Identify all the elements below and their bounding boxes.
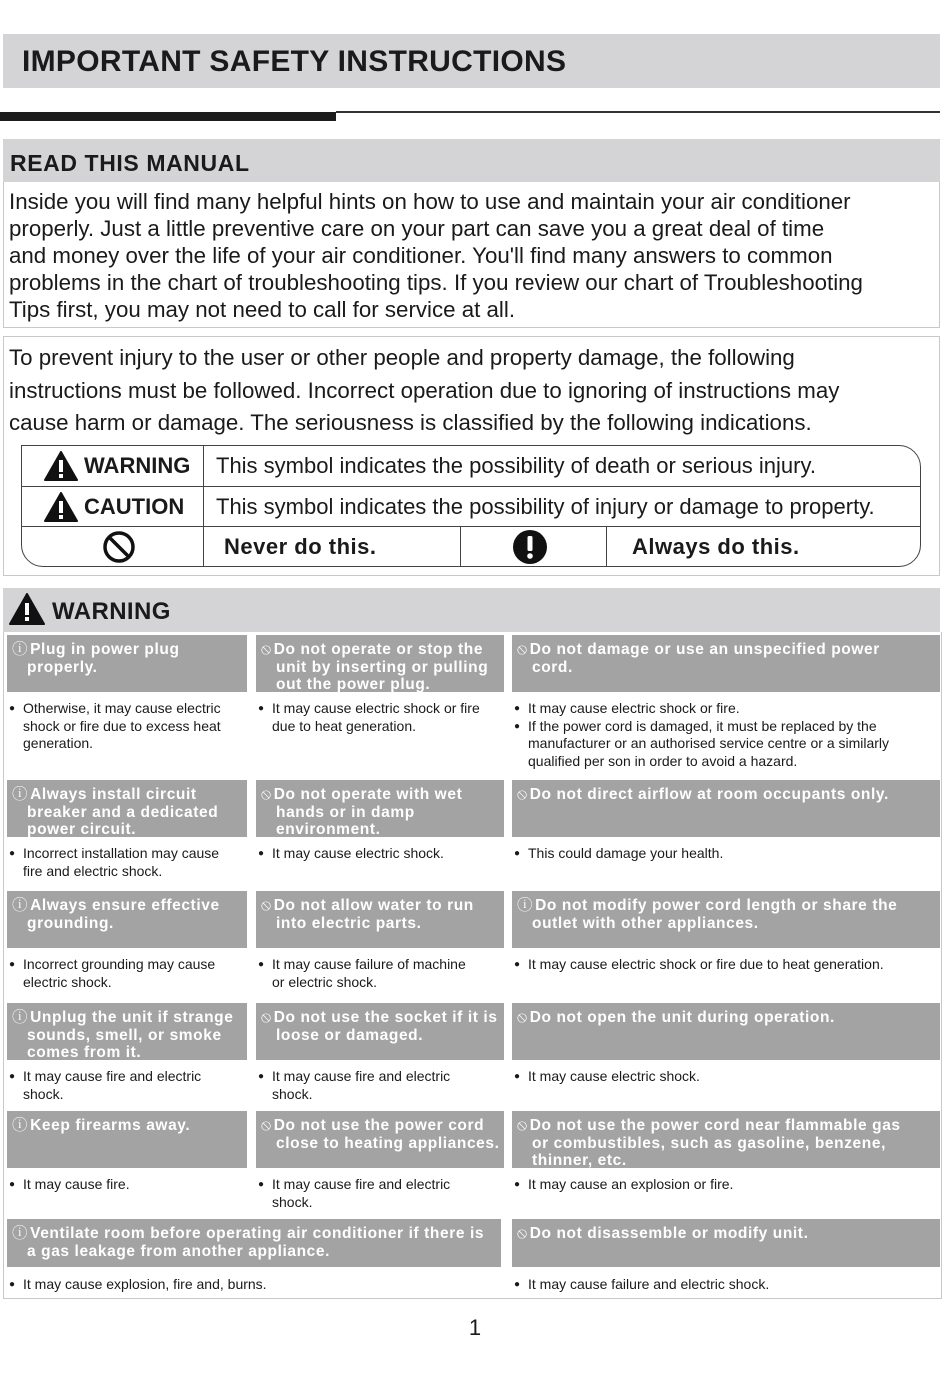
instruction-heading (7, 780, 247, 837)
instruction-body (258, 956, 504, 991)
instruction-bullet-line: shock. (23, 1085, 64, 1102)
instruction-heading (512, 891, 940, 948)
instruction-bullet-line: electric shock. (23, 973, 112, 990)
warning-heading: WARNING (52, 598, 171, 625)
instruction-heading-text: Do not modify power cord length or share the (535, 897, 898, 914)
page-header (3, 34, 940, 88)
instruction-bullet (514, 1068, 940, 1086)
instruction-heading-line (261, 641, 500, 659)
instruction-bullet (9, 1276, 501, 1294)
prohibition-icon: ⦸ (517, 1117, 528, 1134)
warning-triangle-icon (44, 451, 78, 481)
instruction-bullet-line: shock. (272, 1193, 313, 1210)
instruction-bullet-line: ● It may cause fire. (23, 1176, 130, 1192)
instruction-bullet (258, 1176, 504, 1211)
mandatory-icon: ⓘ (12, 1225, 29, 1242)
instruction-bullet-line: ● Incorrect installation may cause (23, 845, 220, 861)
prevent-box (3, 336, 940, 576)
legend-row-warning (22, 446, 920, 487)
instruction-heading-text: Do not use the socket if it is (273, 1009, 498, 1026)
instruction-heading-line: environment. (276, 821, 381, 838)
instruction-body (9, 1176, 247, 1194)
instruction-heading (7, 1003, 247, 1060)
instruction-bullet-line: ● It may cause electric shock. (272, 845, 444, 861)
instruction-body (258, 845, 504, 863)
caution-label: CAUTION (84, 493, 185, 519)
instruction-heading-line: a gas leakage from another appliance. (27, 1242, 331, 1260)
instruction-heading-line: cord. (532, 658, 573, 676)
instruction-heading (512, 1003, 940, 1060)
instruction-bullet-line: ● If the power cord is damaged, it must be replaced by the (528, 717, 877, 734)
instruction-bullet-line: ● It may cause fire and electric (272, 1068, 451, 1084)
instruction-heading-line: loose or damaged. (276, 1026, 424, 1044)
read-manual-heading-bar (3, 139, 940, 182)
instruction-body (514, 956, 940, 974)
instruction-heading-text: Do not use the power cord (273, 1117, 485, 1134)
prohibition-icon: ⦸ (517, 1225, 528, 1242)
prohibition-icon (102, 530, 136, 564)
instruction-heading (512, 1111, 940, 1168)
instruction-body (258, 1068, 504, 1103)
instruction-heading-line: grounding. (27, 914, 114, 932)
instruction-bullet-line: ● This could damage your health. (528, 845, 724, 861)
instruction-body (514, 1276, 940, 1294)
prohibition-icon: ⦸ (517, 641, 528, 658)
instruction-bullet-line: generation. (23, 735, 94, 751)
warning-triangle-icon (9, 593, 45, 625)
instruction-bullet-line: manufacturer or an authorised service centre or a similarly (528, 735, 890, 751)
header-rule-thick (0, 112, 336, 121)
instruction-bullet-line: ● It may cause explosion, fire and, burns. (23, 1276, 267, 1292)
caution-description: This symbol indicates the possibility of injury or damage to property. (216, 493, 875, 519)
prevent-line: cause harm or damage. The seriousness is classified by the following indications. (9, 410, 812, 435)
instruction-bullet-line: shock or fire due to excess heat (23, 717, 221, 734)
instruction-body (258, 1176, 504, 1211)
instruction-heading-line (261, 1009, 500, 1027)
instruction-bullet (514, 1276, 940, 1294)
instruction-heading-line: out the power plug. (276, 676, 431, 693)
page-title: IMPORTANT SAFETY INSTRUCTIONS (22, 45, 567, 78)
instruction-bullet (514, 718, 940, 771)
instruction-heading-line (517, 641, 936, 659)
instruction-bullet-line: ● It may cause failure and electric shock. (528, 1276, 770, 1292)
instruction-heading (7, 891, 247, 948)
symbol-legend-table (21, 445, 921, 567)
instruction-body (514, 1176, 940, 1194)
instruction-heading-line: close to heating appliances. (276, 1134, 500, 1152)
instruction-heading-text: Keep firearms away. (30, 1117, 191, 1134)
instruction-heading-line (517, 1117, 936, 1135)
instruction-heading-line (12, 897, 243, 915)
instruction-bullet-line: ● Otherwise, it may cause electric (23, 700, 221, 716)
instruction-heading-text: Ventilate room before operating air conditioner if there is (30, 1225, 485, 1242)
instruction-bullet (258, 700, 504, 735)
instruction-heading-line: power circuit. (27, 821, 137, 838)
instruction-heading-text: Do not operate with wet (273, 786, 463, 803)
instruction-body (514, 845, 940, 863)
prohibition-icon: ⦸ (517, 786, 528, 803)
read-manual-line: Inside you will find many helpful hints on how to use and maintain your air conditioner (9, 189, 851, 214)
instruction-heading-text: Do not allow water to run (273, 897, 474, 914)
instruction-bullet-line: or electric shock. (272, 973, 378, 990)
instruction-heading (512, 1219, 940, 1267)
instruction-heading-line: thinner, etc. (532, 1152, 627, 1169)
instruction-heading-text: Do not open the unit during operation. (529, 1009, 835, 1026)
mandatory-icon: ⓘ (12, 1009, 29, 1026)
prohibition-icon: ⦸ (261, 897, 272, 914)
instruction-heading (256, 891, 504, 948)
instruction-heading-line: breaker and a dedicated (27, 803, 219, 821)
instruction-bullet (514, 1176, 940, 1194)
instruction-bullet-line: ● It may cause failure of machine (272, 956, 466, 972)
instruction-bullet (9, 845, 247, 880)
instruction-bullet-line: qualified per son in order to avoid a hazard. (528, 752, 798, 769)
instruction-heading-line (261, 897, 500, 915)
legend-row-symbols (22, 527, 920, 566)
instruction-heading-line: properly. (27, 658, 98, 676)
instruction-bullet (9, 1176, 247, 1194)
read-manual-heading: READ THIS MANUAL (10, 150, 250, 176)
mandatory-icon: ⓘ (12, 786, 29, 803)
read-manual-text (9, 188, 934, 323)
instruction-heading (7, 1111, 247, 1168)
instruction-bullet-line: due to heat generation. (272, 717, 417, 734)
instruction-heading-line: into electric parts. (276, 914, 422, 932)
instruction-bullet (9, 956, 247, 991)
read-manual-line: properly. Just a little preventive care on your part can save you a great deal of time (9, 216, 825, 241)
read-manual-line: and money over the life of your air conditioner. You'll find many answers to common (9, 243, 833, 268)
instruction-bullet (258, 956, 504, 991)
mandatory-icon (512, 529, 548, 565)
instruction-bullet-line: ● It may cause fire and electric (23, 1068, 202, 1084)
instruction-heading-line (517, 897, 936, 915)
prohibition-icon: ⦸ (261, 641, 272, 658)
instruction-heading-text: Do not damage or use an unspecified power (529, 641, 880, 658)
instruction-heading-line: comes from it. (27, 1044, 142, 1061)
instruction-bullet-line: shock. (272, 1085, 313, 1102)
instruction-body (9, 956, 247, 991)
instruction-heading-line (12, 1117, 243, 1135)
prevent-line: instructions must be followed. Incorrect operation due to ignoring of instructions may (9, 377, 840, 403)
prohibition-icon: ⦸ (261, 1009, 272, 1026)
instruction-bullet (258, 845, 504, 863)
mandatory-icon: ⓘ (12, 897, 29, 914)
instruction-bullet (258, 1068, 504, 1103)
instruction-heading-line (12, 1225, 497, 1243)
legend-row-caution (22, 487, 920, 527)
warning-label: WARNING (84, 453, 191, 478)
warning-description: This symbol indicates the possibility of death or serious injury. (216, 453, 816, 478)
instruction-body (9, 1068, 247, 1103)
instruction-heading-text: Unplug the unit if strange (30, 1009, 234, 1026)
instruction-heading-line: sounds, smell, or smoke (27, 1026, 222, 1044)
read-manual-line: problems in the chart of troubleshooting tips. If you review our chart of Troubleshooting (9, 270, 863, 295)
read-manual-box (3, 182, 940, 328)
instruction-bullet-line: ● It may cause electric shock or fire (272, 700, 480, 716)
instruction-heading-line (517, 1009, 936, 1027)
instruction-body (514, 1068, 940, 1086)
instruction-bullet-line: ● It may cause electric shock or fire. (528, 700, 740, 716)
mandatory-icon: ⓘ (12, 641, 29, 658)
instruction-bullet-line: ● It may cause an explosion or fire. (528, 1176, 734, 1192)
instruction-body (9, 1276, 501, 1294)
prohibition-icon: ⦸ (517, 1009, 528, 1026)
instruction-heading-line (517, 1225, 936, 1243)
instruction-heading-text: Do not direct airflow at room occupants only. (529, 786, 889, 803)
instruction-bullet (514, 956, 940, 974)
instruction-heading-text: Do not disassemble or modify unit. (529, 1225, 809, 1242)
instruction-heading (7, 1219, 501, 1267)
instruction-heading (256, 1111, 504, 1168)
prevent-text (9, 342, 934, 440)
instruction-heading (512, 635, 940, 692)
prohibition-icon: ⦸ (261, 1117, 272, 1134)
instruction-heading (512, 780, 940, 837)
mandatory-icon: ⓘ (517, 897, 534, 914)
instruction-heading-line (12, 1009, 243, 1027)
instruction-body (258, 700, 504, 735)
instruction-heading-text: Plug in power plug (30, 641, 180, 658)
instruction-heading-line (261, 1117, 500, 1135)
instruction-body (9, 845, 247, 880)
prohibition-icon: ⦸ (261, 786, 272, 803)
header-rule-thin (336, 111, 940, 113)
instruction-bullet (514, 845, 940, 863)
instruction-bullet (514, 700, 940, 718)
mandatory-icon: ⓘ (12, 1117, 29, 1134)
always-do-this-text: Always do this. (632, 533, 800, 559)
instruction-heading-line (261, 786, 500, 804)
page-number: 1 (468, 1315, 482, 1340)
instruction-heading-line: outlet with other appliances. (532, 914, 759, 932)
instruction-heading-line: or combustibles, such as gasoline, benzene, (532, 1134, 886, 1152)
never-do-this-text: Never do this. (224, 533, 377, 559)
instruction-heading-text: Always ensure effective (30, 897, 220, 914)
instruction-bullet (9, 700, 247, 753)
instruction-body (9, 700, 247, 753)
instruction-heading (256, 780, 504, 837)
instruction-heading-line (12, 641, 243, 659)
instruction-heading-line (517, 786, 936, 804)
instruction-heading-line (12, 786, 243, 804)
warning-heading-bar (3, 588, 940, 632)
instruction-heading (7, 635, 247, 692)
instruction-bullet-line: ● Incorrect grounding may cause (23, 956, 216, 972)
instruction-heading-text: Do not operate or stop the (273, 641, 484, 658)
read-manual-line: Tips first, you may not need to call for service at all. (9, 297, 516, 322)
instruction-bullet-line: ● It may cause electric shock or fire due to heat generation. (528, 956, 884, 972)
instruction-heading-text: Always install circuit (30, 786, 197, 803)
warning-grid (3, 632, 942, 1299)
instruction-heading (256, 1003, 504, 1060)
instruction-bullet-line: ● It may cause fire and electric (272, 1176, 451, 1192)
instruction-bullet-line: ● It may cause electric shock. (528, 1068, 700, 1084)
instruction-heading-line: unit by inserting or pulling (276, 658, 489, 676)
instruction-bullet-line: fire and electric shock. (23, 862, 163, 879)
instruction-heading (256, 635, 504, 692)
instruction-bullet (9, 1068, 247, 1103)
caution-triangle-icon (44, 492, 78, 522)
instruction-heading-line: hands or in damp (276, 803, 415, 821)
prevent-line: To prevent injury to the user or other people and property damage, the following (9, 345, 795, 370)
instruction-body (514, 700, 940, 770)
instruction-heading-text: Do not use the power cord near flammable gas (529, 1117, 901, 1134)
